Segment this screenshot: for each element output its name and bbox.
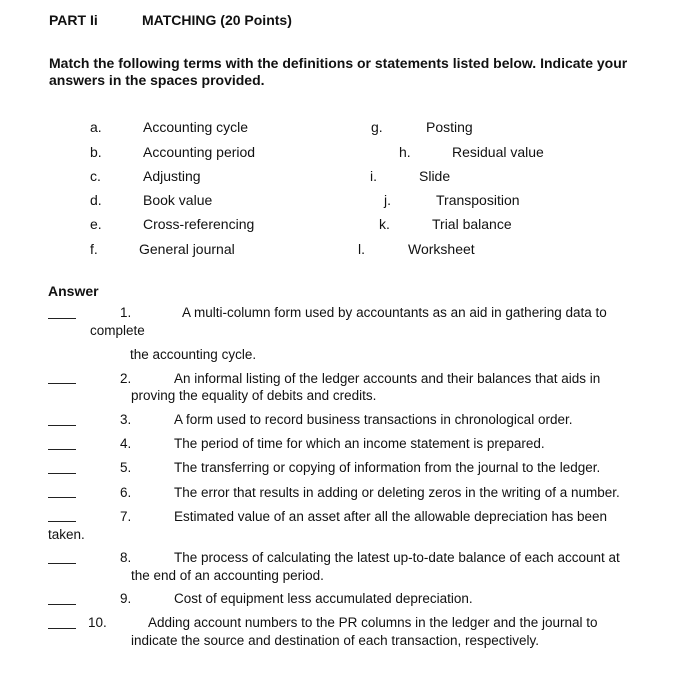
term-letter: i. bbox=[370, 168, 377, 184]
answer-blank-3[interactable] bbox=[48, 425, 76, 426]
statement-number: 8. bbox=[120, 550, 132, 565]
statement-text: Estimated value of an asset after all the allowable depreciation has been bbox=[174, 509, 608, 524]
instructions-line-2: answers in the spaces provided. bbox=[49, 72, 265, 88]
answer-blank-8[interactable] bbox=[48, 563, 76, 564]
term-letter: h. bbox=[399, 144, 411, 160]
term-letter: d. bbox=[90, 192, 102, 208]
statement-text: A form used to record business transactions in chronological order. bbox=[174, 412, 573, 427]
part-label: PART Ii bbox=[49, 12, 98, 28]
statement-text: Cost of equipment less accumulated depreciation. bbox=[174, 591, 473, 606]
statement-number: 7. bbox=[120, 509, 132, 524]
term-text: Transposition bbox=[436, 192, 520, 208]
answer-blank-5[interactable] bbox=[48, 473, 76, 474]
statement-continuation: proving the equality of debits and credits. bbox=[131, 388, 377, 403]
statement-text: The period of time for which an income statement is prepared. bbox=[174, 436, 545, 451]
statement-number: 5. bbox=[120, 460, 132, 475]
statement-number: 6. bbox=[120, 485, 132, 500]
answer-heading: Answer bbox=[48, 283, 99, 299]
term-text: Book value bbox=[143, 192, 213, 208]
statement-number: 10. bbox=[88, 615, 107, 630]
statement-number: 1. bbox=[120, 305, 132, 320]
term-text: Adjusting bbox=[143, 168, 201, 184]
answer-blank-2[interactable] bbox=[48, 383, 76, 384]
term-text: Worksheet bbox=[408, 241, 475, 257]
term-letter: e. bbox=[90, 216, 102, 232]
term-text: Accounting period bbox=[143, 144, 256, 160]
term-letter: c. bbox=[90, 168, 101, 184]
statement-number: 4. bbox=[120, 436, 132, 451]
term-text: Trial balance bbox=[432, 216, 512, 232]
answer-blank-9[interactable] bbox=[48, 604, 76, 605]
term-text: Posting bbox=[426, 119, 473, 135]
term-letter: l. bbox=[358, 241, 365, 257]
statement-continuation: the accounting cycle. bbox=[130, 347, 257, 362]
statement-text: Adding account numbers to the PR columns in the ledger and the journal to bbox=[148, 615, 598, 630]
statement-text: A multi-column form used by accountants as an aid in gathering data to bbox=[182, 305, 607, 320]
answer-blank-1[interactable] bbox=[48, 318, 76, 319]
term-letter: g. bbox=[371, 119, 383, 135]
statement-number: 2. bbox=[120, 371, 132, 386]
term-letter: b. bbox=[90, 144, 102, 160]
answer-blank-4[interactable] bbox=[48, 449, 76, 450]
statement-continuation: the end of an accounting period. bbox=[131, 568, 324, 583]
term-text: Cross-referencing bbox=[143, 216, 255, 232]
term-text: General journal bbox=[139, 241, 235, 257]
answer-blank-6[interactable] bbox=[48, 497, 76, 498]
instructions-line-1: Match the following terms with the definitions or statements listed below. Indicate your bbox=[49, 55, 628, 71]
term-letter: j. bbox=[384, 192, 391, 208]
statement-number: 9. bbox=[120, 591, 132, 606]
term-text: Slide bbox=[419, 168, 451, 184]
answer-blank-10[interactable] bbox=[48, 628, 76, 629]
statement-text: The process of calculating the latest up-to-date balance of each account at bbox=[174, 550, 620, 565]
answer-blank-7[interactable] bbox=[48, 521, 76, 522]
statement-continuation: complete bbox=[90, 323, 145, 338]
statement-continuation: taken. bbox=[48, 527, 85, 542]
statement-text: The error that results in adding or deleting zeros in the writing of a number. bbox=[174, 485, 620, 500]
section-title: MATCHING (20 Points) bbox=[142, 12, 292, 28]
statement-text: The transferring or copying of information from the journal to the ledger. bbox=[174, 460, 601, 475]
statement-continuation: indicate the source and destination of each transaction, respectively. bbox=[131, 633, 539, 648]
term-text: Residual value bbox=[452, 144, 544, 160]
term-text: Accounting cycle bbox=[143, 119, 249, 135]
statement-text: An informal listing of the ledger accounts and their balances that aids in bbox=[174, 371, 601, 386]
term-letter: a. bbox=[90, 119, 102, 135]
statement-number: 3. bbox=[120, 412, 132, 427]
term-letter: k. bbox=[379, 216, 390, 232]
term-letter: f. bbox=[90, 241, 98, 257]
